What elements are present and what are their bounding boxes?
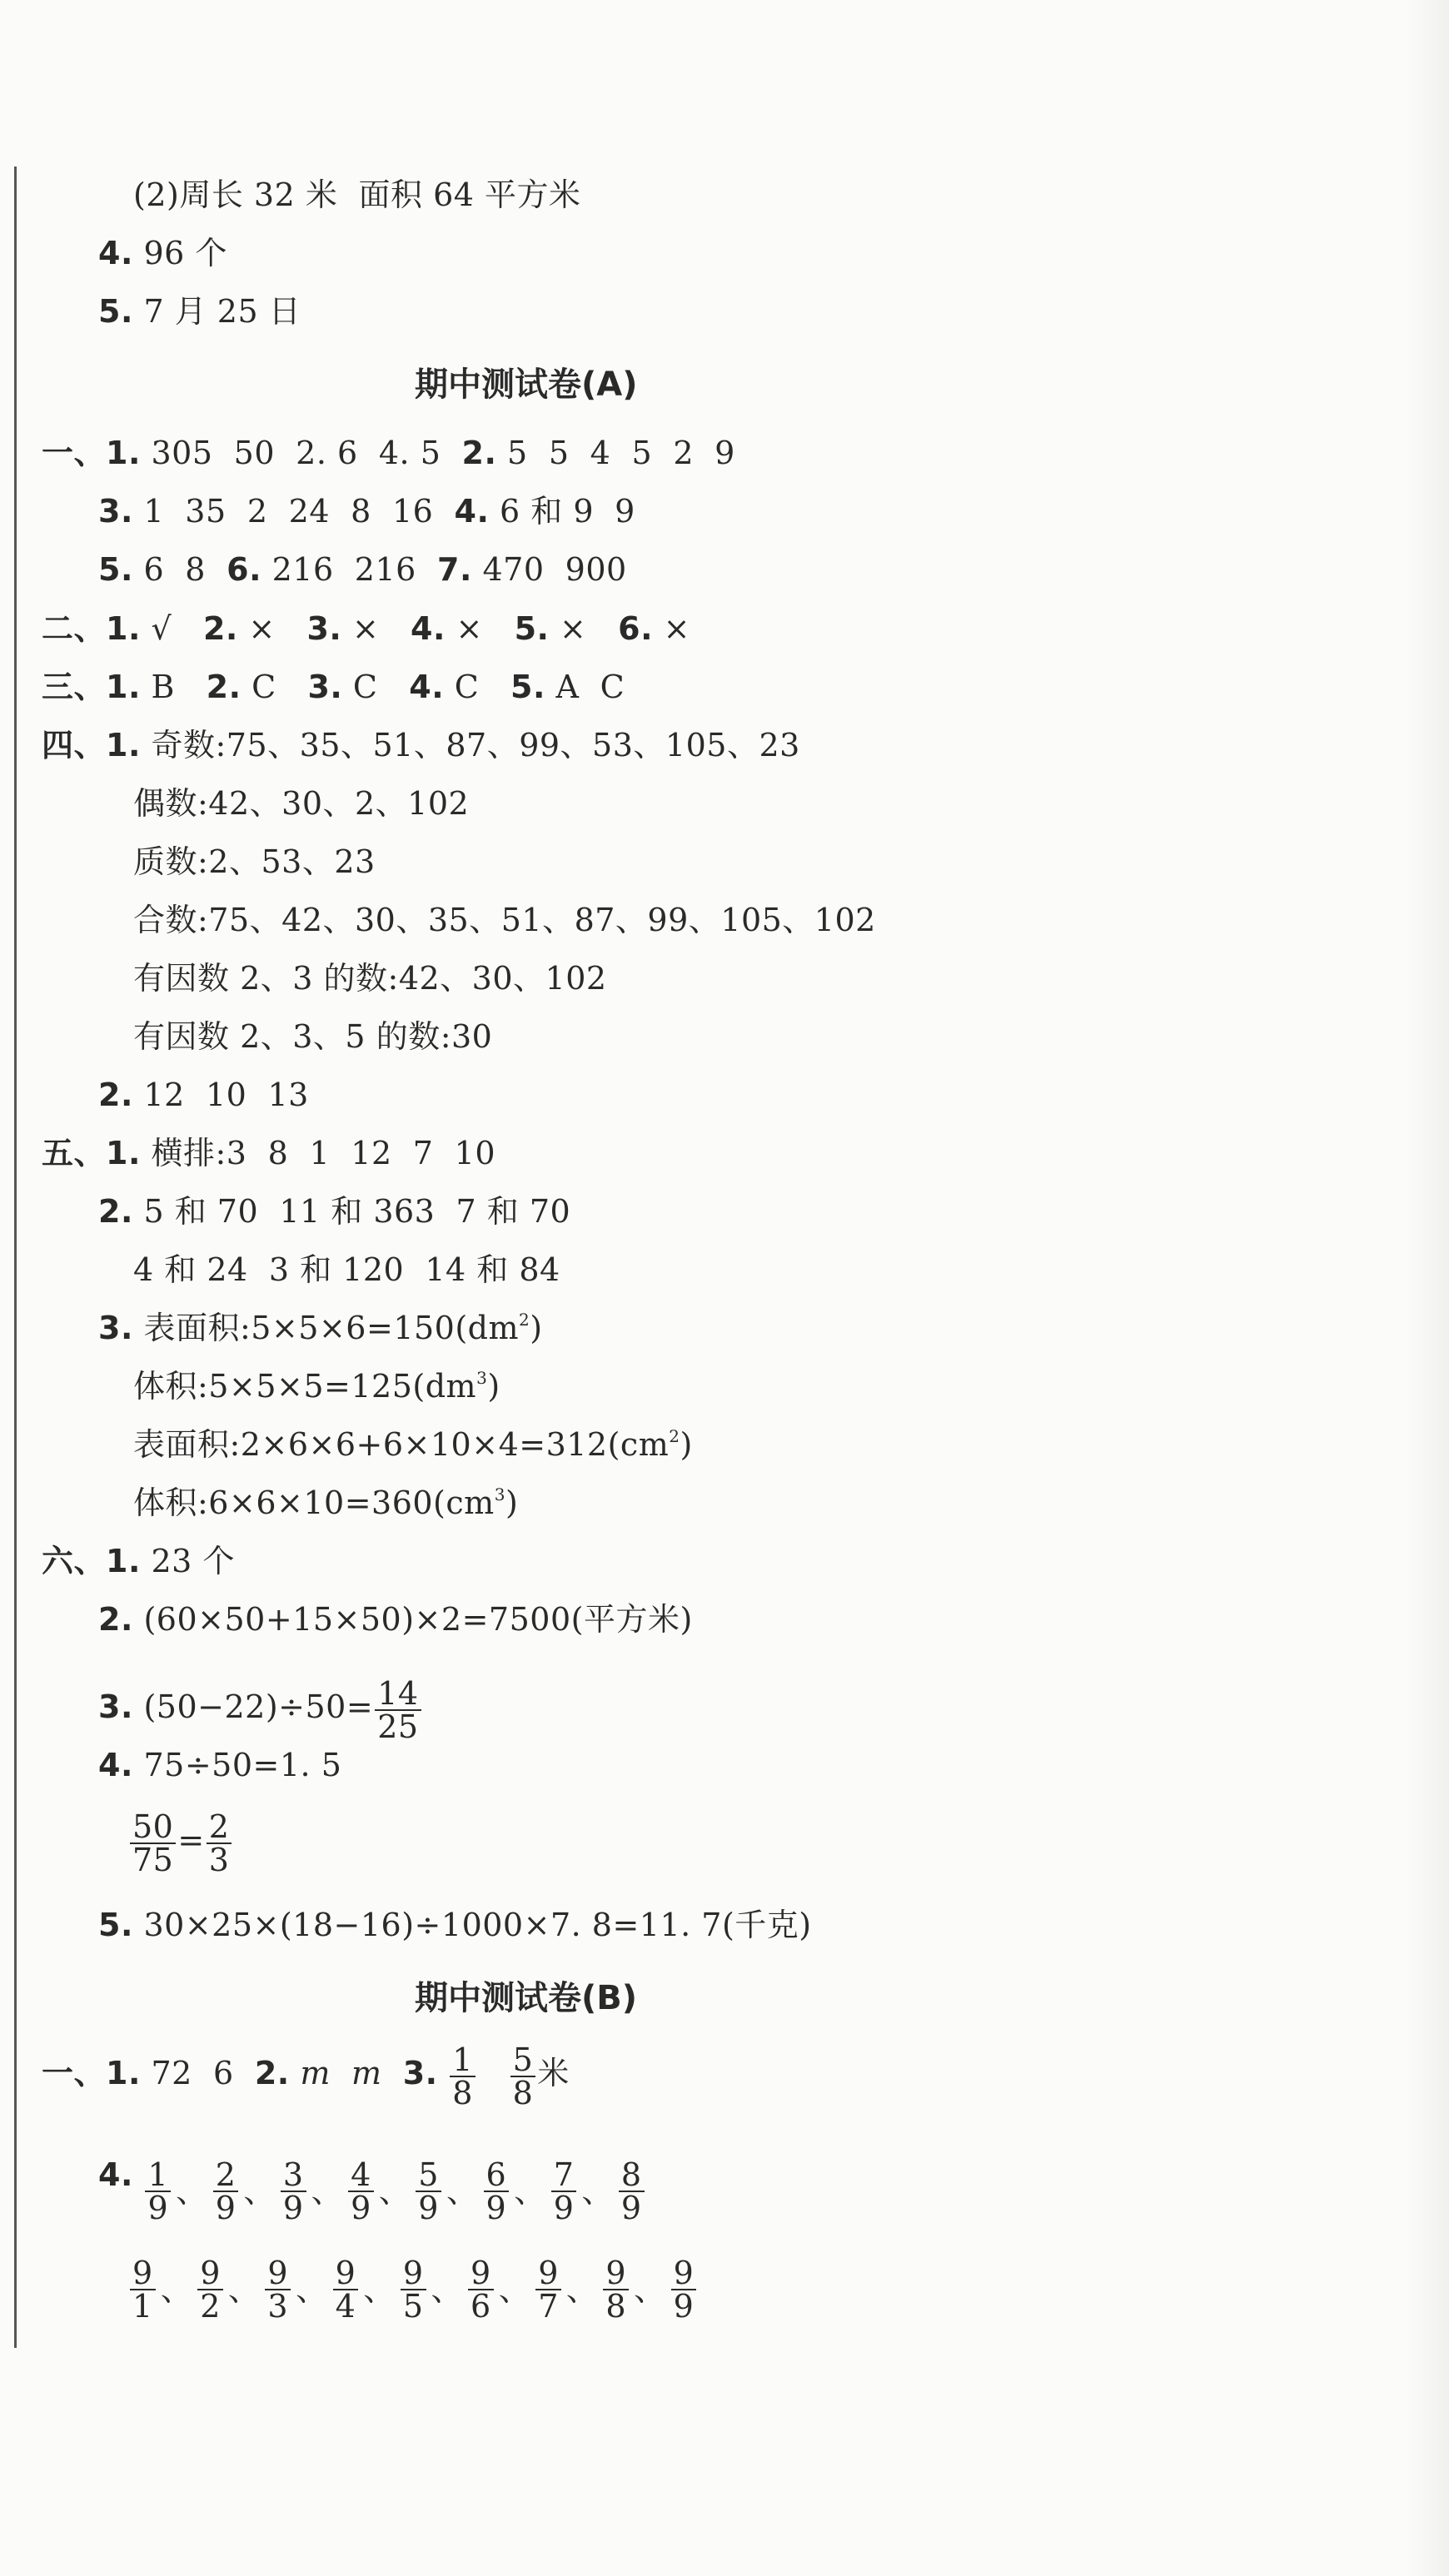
answer-text: 6 8 (132, 551, 227, 588)
answer-line (133, 960, 607, 997)
answer-text: m (289, 2055, 331, 2091)
fraction (130, 2255, 156, 2325)
answer-line (133, 1018, 492, 1055)
item-number: 1. (106, 435, 141, 471)
numerator: 2 (207, 1811, 232, 1844)
answer-text: 5 5 4 5 2 9 (496, 435, 735, 471)
fraction (375, 1674, 421, 1745)
fraction (603, 2255, 629, 2325)
answer-text: C (241, 669, 308, 705)
answer-line (98, 493, 635, 530)
item-number: 3. (307, 669, 343, 705)
item-number: 3. (98, 1688, 133, 1725)
answer-text: 12 10 13 (132, 1077, 309, 1113)
item-number: 5. (98, 551, 133, 588)
fraction (484, 2156, 510, 2226)
answer-text: 23 个 (140, 1543, 235, 1579)
answer-text: 7 月 25 日 (132, 293, 301, 330)
fraction (619, 2156, 645, 2226)
fraction-sequence (128, 2256, 698, 2323)
answer-text: × (549, 610, 619, 647)
answer-line (98, 1310, 543, 1346)
denominator: 9 (282, 2190, 304, 2226)
denominator: 9 (485, 2190, 507, 2226)
denominator: 2 (200, 2288, 221, 2325)
answer-line (98, 235, 227, 271)
fraction (333, 2255, 359, 2325)
item-number: 5. (514, 610, 550, 647)
separator: 、 (296, 2271, 328, 2308)
item-number: 4. (454, 493, 490, 530)
item-number: 4. (98, 1747, 133, 1783)
numerator: 5 (510, 2044, 536, 2077)
answer-text: ) (680, 1426, 693, 1463)
denominator: 3 (208, 1841, 230, 1878)
separator: 、 (498, 2271, 531, 2308)
answer-line (133, 843, 376, 880)
denominator: 1 (132, 2288, 153, 2325)
unit: 米 (537, 2055, 570, 2091)
denominator: 7 (538, 2288, 559, 2325)
numerator: 9 (603, 2257, 629, 2290)
separator: 、 (243, 2173, 276, 2210)
exponent: 2 (519, 1310, 530, 1330)
answer-line (98, 1747, 341, 1783)
answer-text: ) (487, 1368, 500, 1405)
answer-text: (50−22)÷50= (132, 1688, 374, 1725)
part-label: 六、 (42, 1543, 107, 1579)
answer-text: 有因数 2、3、5 的数:30 (133, 1018, 493, 1055)
item-number: 1. (106, 610, 141, 647)
fraction (401, 2255, 426, 2325)
part-label: 一、 (42, 435, 107, 471)
exponent: 2 (669, 1426, 680, 1446)
numerator: 9 (671, 2257, 697, 2290)
denominator: 5 (402, 2288, 424, 2325)
item-number: 1. (106, 727, 141, 763)
fraction (510, 2041, 536, 2111)
separator: 、 (581, 2173, 614, 2210)
answer-line (98, 2141, 646, 2225)
section-title: 期中测试卷(B) (415, 1979, 638, 2017)
answer-line (133, 785, 469, 822)
denominator: 9 (351, 2190, 371, 2226)
denominator: 8 (512, 2074, 534, 2111)
numerator: 14 (375, 1678, 421, 1711)
fraction-sequence (143, 2158, 645, 2225)
part-label: 五、 (42, 1135, 107, 1171)
section-title: 期中测试卷(A) (415, 366, 638, 404)
fraction (348, 2156, 374, 2226)
item-number: 2. (206, 669, 242, 705)
denominator: 9 (553, 2190, 575, 2226)
answer-text: √ (140, 610, 203, 647)
answer-text: 偶数:42、30、2、102 (133, 785, 470, 822)
denominator: 6 (471, 2288, 491, 2325)
answer-text: C (342, 669, 410, 705)
answer-text: 470 900 (471, 551, 627, 588)
answer-line (42, 2040, 570, 2109)
answer-text: × (653, 610, 690, 647)
item-number: 6. (227, 551, 262, 588)
fraction (551, 2156, 577, 2226)
numerator: 9 (401, 2257, 426, 2290)
answer-text: 横排:3 8 1 12 7 10 (140, 1135, 495, 1171)
fraction (450, 2041, 476, 2111)
fraction (468, 2255, 494, 2325)
answer-line (98, 1077, 309, 1113)
denominator: 75 (132, 1841, 174, 1878)
answer-text: 72 6 (140, 2055, 255, 2091)
denominator: 8 (605, 2288, 627, 2325)
item-number: 3. (98, 493, 133, 530)
numerator: 3 (281, 2159, 306, 2192)
numerator: 9 (130, 2257, 156, 2290)
answer-text: 有因数 2、3 的数:42、30、102 (133, 960, 607, 997)
item-number: 4. (409, 669, 445, 705)
item-number: 2. (202, 610, 238, 647)
answer-line (133, 902, 876, 938)
answer-text: 30×25×(18−16)÷1000×7. 8=11. 7(千克) (132, 1907, 812, 1943)
item-number: 3. (306, 610, 342, 647)
item-number: 3. (98, 1310, 133, 1346)
fraction (416, 2156, 441, 2226)
answer-text: 表面积:2×6×6+6×10×4=312(cm (133, 1426, 670, 1463)
item-number: 4. (98, 235, 133, 271)
page-edge-shade (1407, 0, 1449, 2576)
denominator: 9 (620, 2190, 642, 2226)
separator: 、 (514, 2173, 546, 2210)
separator: 、 (363, 2271, 396, 2308)
numerator: 4 (348, 2159, 374, 2192)
item-number: 1. (106, 1135, 141, 1171)
denominator: 4 (335, 2288, 356, 2325)
answer-text: B (140, 669, 207, 705)
numerator: 50 (130, 1811, 176, 1844)
item-number: 1. (106, 2055, 141, 2091)
denominator: 9 (673, 2288, 695, 2325)
item-number: 7. (437, 551, 472, 588)
separator: 、 (431, 2271, 464, 2308)
answer-line (133, 1368, 500, 1405)
answer-text: m (330, 2055, 403, 2091)
answer-text: 合数:75、42、30、35、51、87、99、105、102 (133, 902, 876, 938)
fraction (207, 1808, 232, 1878)
answer-line (133, 1251, 560, 1288)
separator: 、 (160, 2271, 193, 2308)
item-number: 2. (98, 1193, 133, 1230)
answer-text: 体积:5×5×5=125(dm (133, 1368, 477, 1405)
answer-line (98, 293, 301, 330)
answer-text: 表面积:5×5×6=150(dm (132, 1310, 520, 1346)
answer-line (133, 1426, 693, 1463)
item-number: 4. (411, 610, 446, 647)
part-label: 二、 (42, 610, 107, 647)
part-label: 四、 (42, 727, 107, 763)
answer-text: 体积:6×6×10=360(cm (133, 1484, 495, 1521)
fraction (535, 2255, 561, 2325)
numerator: 2 (213, 2159, 239, 2192)
numerator: 9 (265, 2257, 291, 2290)
numerator: 6 (484, 2159, 510, 2192)
answer-text: 4 和 24 3 和 120 14 和 84 (133, 1251, 560, 1288)
item-number: 2. (98, 1077, 133, 1113)
exponent: 3 (476, 1368, 488, 1388)
answer-text: 6 和 9 9 (489, 493, 635, 530)
item-number: 1. (106, 1543, 141, 1579)
denominator: 9 (418, 2190, 439, 2226)
separator: 、 (446, 2173, 479, 2210)
answer-text: 质数:2、53、23 (133, 843, 376, 880)
separator: 、 (634, 2271, 666, 2308)
binding-margin-line (14, 167, 17, 2348)
answer-line (133, 1484, 518, 1521)
numerator: 5 (416, 2159, 441, 2192)
item-number: 5. (98, 293, 133, 330)
denominator: 9 (215, 2190, 237, 2226)
answer-line (98, 1193, 570, 1230)
answer-line (98, 1601, 693, 1638)
item-number: 5. (510, 669, 545, 705)
answer-line (128, 1807, 233, 1876)
answer-line (98, 1673, 423, 1743)
separator: 、 (378, 2173, 411, 2210)
part-label: 一、 (42, 2055, 107, 2091)
item-number: 5. (98, 1907, 133, 1943)
item-number: 4. (98, 2156, 133, 2193)
item-number: 2. (98, 1601, 133, 1638)
numerator: 1 (145, 2159, 171, 2192)
numerator: 8 (619, 2159, 645, 2192)
denominator: 9 (147, 2190, 169, 2226)
answer-text: ) (530, 1310, 543, 1346)
numerator: 9 (197, 2257, 223, 2290)
item-number: 1. (106, 669, 141, 705)
answer-line (133, 177, 581, 213)
numerator: 9 (468, 2257, 494, 2290)
item-number: 2. (461, 435, 497, 471)
item-number: 2. (254, 2055, 290, 2091)
answer-text: (2)周长 32 米 面积 64 平方米 (133, 177, 581, 213)
numerator: 7 (551, 2159, 577, 2192)
denominator: 3 (267, 2288, 289, 2325)
answer-text: × (237, 610, 307, 647)
answer-text: 75÷50=1. 5 (132, 1747, 342, 1783)
fraction (213, 2156, 239, 2226)
answer-line (98, 1907, 812, 1943)
fraction (281, 2156, 306, 2226)
item-number: 3. (402, 2055, 438, 2091)
answer-text: 1 35 2 24 8 16 (132, 493, 455, 530)
answer-text: 奇数:75、35、51、87、99、53、105、23 (140, 727, 800, 763)
fraction (671, 2255, 697, 2325)
separator: 、 (565, 2271, 599, 2308)
answer-text: 96 个 (132, 235, 227, 271)
item-number: 6. (618, 610, 654, 647)
answer-line (42, 435, 735, 471)
answer-line (42, 1543, 235, 1579)
answer-line (128, 2240, 698, 2323)
fraction (130, 1808, 176, 1878)
exponent: 3 (494, 1484, 505, 1504)
answer-line (42, 727, 800, 763)
answer-line (42, 669, 625, 705)
denominator: 25 (377, 1708, 419, 1745)
answer-line (42, 1135, 495, 1171)
part-label: 三、 (42, 669, 107, 705)
separator: 、 (227, 2271, 261, 2308)
answer-text: 5 和 70 11 和 363 7 和 70 (132, 1193, 571, 1230)
numerator: 9 (535, 2257, 561, 2290)
answer-text: 305 50 2. 6 4. 5 (140, 435, 462, 471)
answer-text: 216 216 (261, 551, 437, 588)
answer-text: × (445, 610, 515, 647)
answer-line (42, 610, 690, 647)
numerator: 1 (450, 2044, 476, 2077)
answer-text: × (341, 610, 411, 647)
equals-sign: = (177, 1822, 205, 1858)
answer-text: A C (545, 669, 625, 705)
denominator: 8 (452, 2074, 473, 2111)
fraction (265, 2255, 291, 2325)
answer-line (98, 551, 627, 588)
answer-text: ) (505, 1484, 519, 1521)
fraction (145, 2156, 171, 2226)
fraction (197, 2255, 223, 2325)
separator: 、 (311, 2173, 344, 2210)
answer-text: C (444, 669, 511, 705)
answer-text: (60×50+15×50)×2=7500(平方米) (132, 1601, 693, 1638)
numerator: 9 (333, 2257, 359, 2290)
separator: 、 (176, 2173, 208, 2210)
